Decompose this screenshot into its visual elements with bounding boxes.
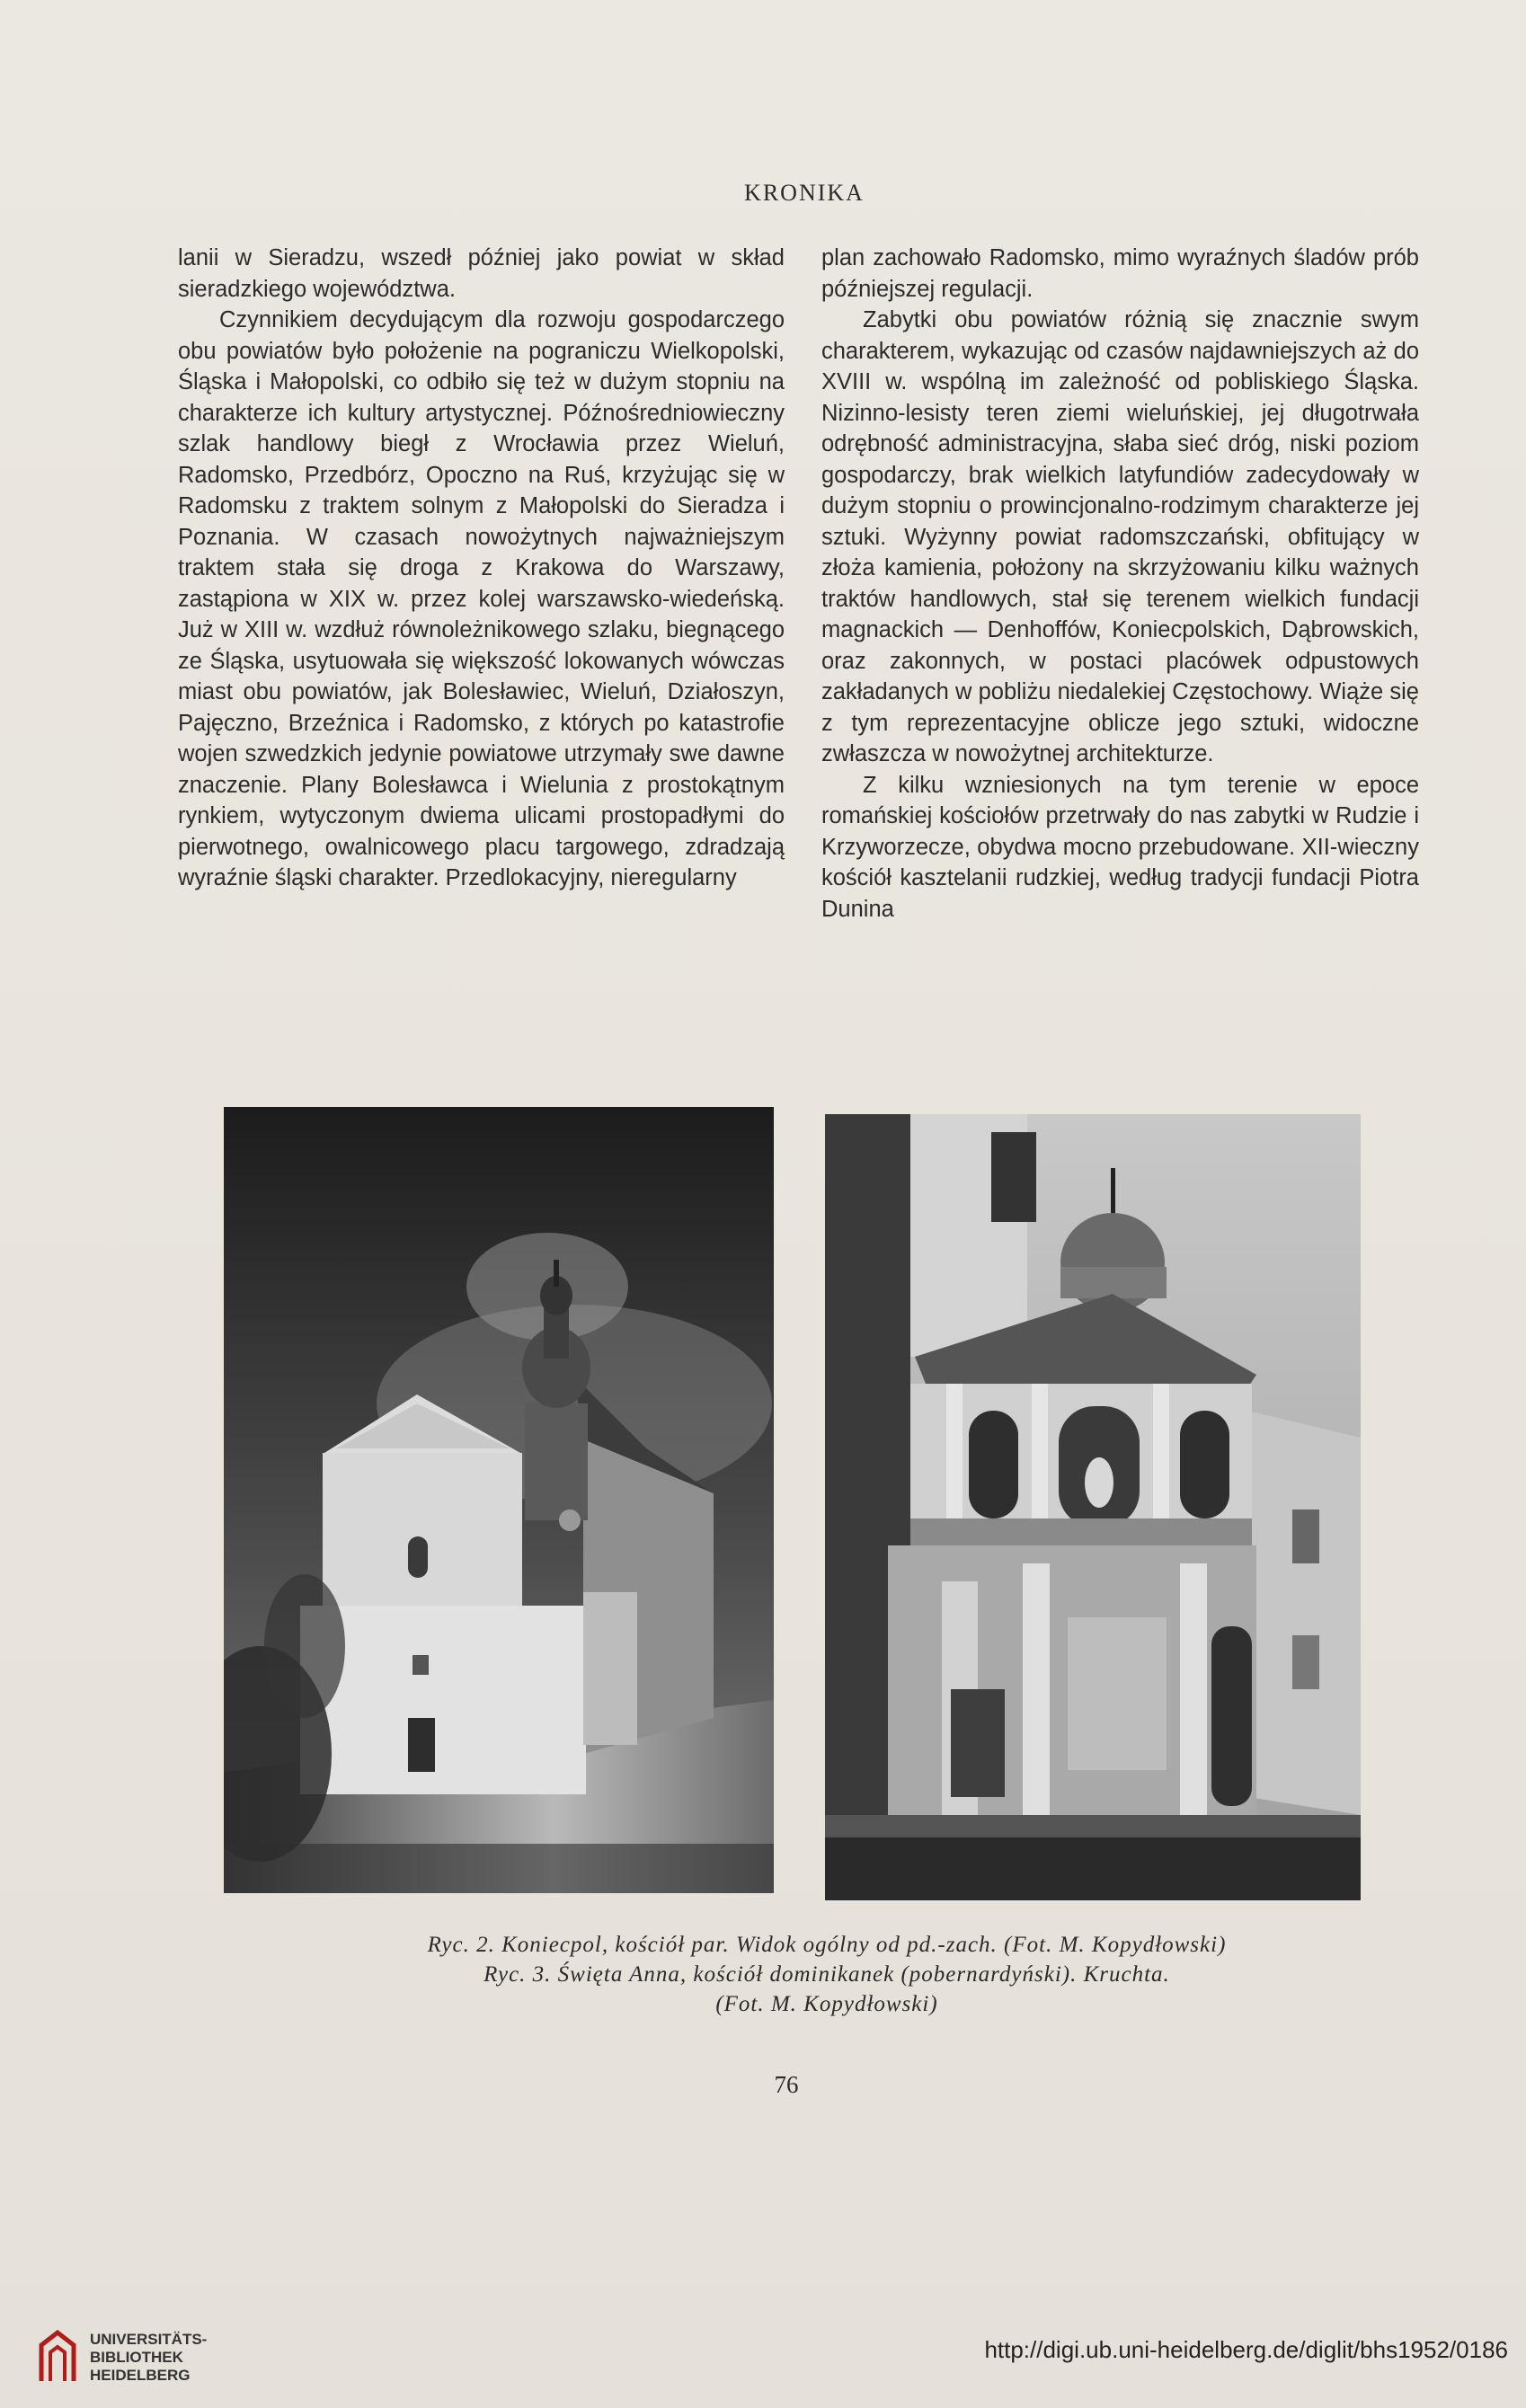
paragraph: lanii w Sieradzu, wszedł później jako powiat w skład sieradzkiego województwa. <box>178 245 785 302</box>
church-photo-illustration <box>224 1107 774 1893</box>
paragraph: plan zachowało Radomsko, mimo wyraźnych śladów prób późniejszej regulacji. <box>821 245 1419 302</box>
running-header: KRONIKA <box>744 180 865 206</box>
digitization-footer <box>0 2309 1526 2408</box>
library-name-line: HEIDELBERG <box>90 2367 191 2384</box>
porch-photo-swieta-anna <box>825 1114 1361 1900</box>
paragraph: Zabytki obu powiatów różnią się znacznie swym charakterem, wykazując od czasów najdawniejszych aż do XVIII w. wspólną im zależność od pobliskiego Śląska. Nizinno-lesisty teren ziemi wieluńskiej, jej długotrwała odrębność administracyjna, słaba sieć dróg, niski poziom gospodarczy, brak wielkich latyfundiów zadecydowały w dużym stopniu o prowincjonalno-rodzimym charakterze jej sztuki. Wyżynny powiat radomszczański, obfitujący w złoża kamienia, położony na skrzyżowaniu kilku ważnych traktów handlowych, stał się terenem wielkich fundacji magnackich — Denhoffów, Koniecpolskich, Dąbrowskich, oraz zakonnych, w postaci placówek odpustowych zakładanych w pobliżu niedalekiej Częstochowy. Wiąże się z tym reprezentacyjne oblicze jego sztuki, widoczne zwłaszcza w nowożytnej architekturze. <box>821 307 1419 766</box>
source-url-link[interactable]: http://digi.ub.uni-heidelberg.de/diglit/bhs1952/0186 <box>984 2336 1508 2363</box>
paragraph: Z kilku wzniesionych na tym terenie w epoce romańskiej kościołów przetrwały do nas zabytki w Rudzie i Krzyworzecze, obydwa mocno przebudowane. XII-wieczny kościół kasztelanii rudzkiej, według tradycji fundacji Piotra Dunina <box>821 772 1419 922</box>
church-photo-koniecpol <box>224 1107 774 1893</box>
paragraph: Czynnikiem decydującym dla rozwoju gospodarczego obu powiatów było położenie na pograniczu Wielkopolski, Śląska i Małopolski, co odbiło się też w dużym stopniu na charakterze ich kultury artystycznej. Późnośredniowieczny szlak handlowy biegł z Wrocławia przez Wieluń, Radomsko, Przedbórz, Opoczno na Ruś, krzyżując się w Radomsku z traktem solnym z Małopolski do Sieradza i Poznania. W czasach nowożytnych najważniejszym traktem stała się droga z Krakowa do Warszawy, zastąpiona w XIX w. przez kolej warszawsko-wiedeńską. Już w XIII w. wzdłuż równoleżnikowego szlaku, biegnącego ze Śląska, usytuowała się większość lokowanych wówczas miast obu powiatów, jak Bolesławiec, Wieluń, Działoszyn, Pajęczno, Brzeźnica i Radomsko, z których po katastrofie wojen szwedzkich jedynie powiatowe utrzymały swe dawne znaczenie. Plany Bolesławca i Wielunia z prostokątnym rynkiem, wytyczonym dwiema ulicami prostopadłymi do pierwotnego, owalnicowego placu targowego, zdradzają wyraźnie śląski charakter. Przedlokacyjny, nieregularny <box>178 307 785 890</box>
caption-fig-3-credit: (Fot. M. Kopydłowski) <box>715 1992 938 2016</box>
library-name <box>90 2331 207 2385</box>
figure-captions <box>180 1930 1474 2019</box>
porch-photo-illustration <box>825 1114 1361 1900</box>
caption-fig-2: Ryc. 2. Koniecpol, kościół par. Widok ogólny od pd.-zach. (Fot. M. Kopydłowski) <box>427 1933 1227 1957</box>
library-logo-icon <box>36 2327 81 2386</box>
left-text-column <box>178 243 785 894</box>
library-name-line: UNIVERSITÄTS- <box>90 2331 208 2348</box>
library-name-line: BIBLIOTHEK <box>90 2349 183 2366</box>
caption-fig-3: Ryc. 3. Święta Anna, kościół dominikanek (pobernardyński). Kruchta. <box>484 1962 1170 1987</box>
right-text-column <box>821 243 1419 925</box>
page-number: 76 <box>774 2071 799 2098</box>
